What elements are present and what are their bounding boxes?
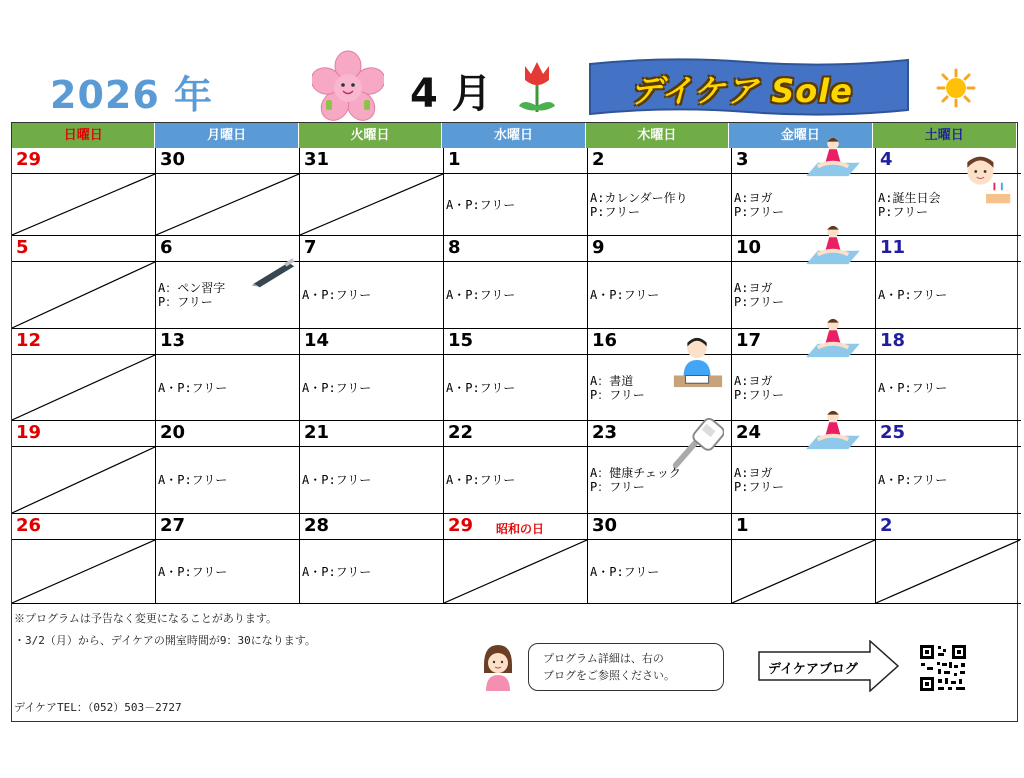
pen-icon bbox=[250, 258, 298, 288]
program-text: A・P:フリー bbox=[302, 564, 372, 579]
program-pm-text: P:フリー bbox=[590, 204, 640, 219]
program-text: A・P:フリー bbox=[878, 473, 948, 487]
day-cell bbox=[444, 236, 588, 329]
day-number: 11 bbox=[880, 237, 906, 258]
day-number: 25 bbox=[880, 422, 906, 443]
day-number: 2 bbox=[592, 149, 605, 170]
day-number: 22 bbox=[448, 422, 474, 443]
day-cell bbox=[876, 329, 1021, 421]
weekday-header: 水曜日 bbox=[442, 123, 585, 148]
no-session-slash bbox=[12, 447, 155, 513]
program-text: A・P:フリー bbox=[446, 380, 516, 395]
no-session-slash bbox=[876, 540, 1020, 603]
no-session-slash bbox=[12, 262, 155, 328]
yoga-icon bbox=[804, 315, 862, 359]
day-cell bbox=[732, 514, 876, 604]
yoga-icon bbox=[804, 222, 862, 266]
weekday-header: 土曜日 bbox=[873, 123, 1017, 148]
day-cell bbox=[12, 148, 156, 236]
day-number: 31 bbox=[304, 149, 330, 170]
day-cell bbox=[300, 329, 444, 421]
year-label: 2026 年 bbox=[50, 73, 213, 117]
day-number: 24 bbox=[736, 422, 762, 443]
program-pm-text: P:フリー bbox=[734, 295, 784, 309]
day-number: 12 bbox=[16, 330, 42, 351]
program-am-text: A:誕生日会 bbox=[878, 190, 941, 205]
day-cell bbox=[732, 421, 876, 514]
day-cell bbox=[156, 329, 300, 421]
no-session-slash bbox=[156, 174, 299, 235]
program-pm-text: P：フリー bbox=[590, 480, 645, 494]
program-text: A・P:フリー bbox=[878, 288, 948, 302]
no-session-slash bbox=[732, 540, 875, 603]
day-number: 21 bbox=[304, 422, 330, 443]
notice-text: ※プログラムは予告なく変更になることがあります。 bbox=[14, 612, 278, 625]
birthday-icon bbox=[958, 150, 1014, 208]
day-number: 5 bbox=[16, 237, 29, 258]
day-number: 2 bbox=[880, 515, 893, 536]
day-cell bbox=[156, 421, 300, 514]
day-number: 7 bbox=[304, 237, 317, 258]
day-cell bbox=[876, 514, 1021, 604]
thermometer-icon bbox=[670, 417, 724, 471]
weekday-header: 木曜日 bbox=[586, 123, 729, 148]
day-number: 6 bbox=[160, 237, 173, 258]
program-text: A・P:フリー bbox=[590, 288, 660, 302]
day-number: 9 bbox=[592, 237, 605, 258]
program-text: A・P:フリー bbox=[878, 380, 948, 395]
hours-change-text: ・3/2（月）から、デイケアの開室時間が9：30になります。 bbox=[14, 634, 316, 647]
calligraphy-icon bbox=[670, 333, 726, 389]
no-session-slash bbox=[12, 174, 155, 235]
program-am-text: A:ヨガ bbox=[734, 466, 773, 480]
day-cell bbox=[588, 421, 732, 514]
day-cell bbox=[156, 148, 300, 236]
month-label: 4 月 bbox=[410, 71, 492, 117]
day-cell bbox=[12, 329, 156, 421]
day-number: 14 bbox=[304, 330, 330, 351]
day-number: 19 bbox=[16, 422, 42, 443]
program-pm-text: P:フリー bbox=[734, 387, 784, 402]
day-number: 16 bbox=[592, 330, 618, 351]
yoga-icon bbox=[804, 407, 862, 451]
blog-info-bubble bbox=[528, 643, 724, 691]
day-cell bbox=[12, 421, 156, 514]
day-number: 30 bbox=[592, 515, 618, 536]
bubble-line-1: プログラム詳細は、右の bbox=[543, 652, 664, 665]
day-number: 26 bbox=[16, 515, 42, 536]
day-number: 29 bbox=[448, 515, 474, 536]
yoga-icon bbox=[804, 134, 862, 178]
program-am-text: A:カレンダー作り bbox=[590, 190, 688, 205]
sun-icon bbox=[936, 68, 976, 108]
program-pm-text: P:フリー bbox=[734, 204, 784, 219]
program-pm-text: P:フリー bbox=[878, 204, 928, 219]
day-cell bbox=[444, 329, 588, 421]
day-number: 1 bbox=[736, 515, 749, 536]
program-text: A・P:フリー bbox=[158, 473, 228, 487]
program-text: A・P:フリー bbox=[590, 564, 660, 579]
day-cell bbox=[12, 514, 156, 604]
no-session-slash bbox=[12, 355, 155, 420]
day-cell bbox=[588, 329, 732, 421]
day-cell bbox=[300, 514, 444, 604]
day-cell bbox=[588, 148, 732, 236]
day-cell bbox=[300, 421, 444, 514]
day-number: 1 bbox=[448, 149, 461, 170]
day-cell bbox=[444, 148, 588, 236]
day-cell bbox=[444, 421, 588, 514]
program-am-text: A：書道 bbox=[590, 373, 634, 388]
title-banner-text: デイケア Sole bbox=[630, 72, 853, 110]
day-number: 18 bbox=[880, 330, 906, 351]
weekday-header-row bbox=[12, 123, 1017, 148]
phone-number-text: デイケアTEL：（052）503－2727 bbox=[14, 701, 182, 714]
day-number: 29 bbox=[16, 149, 42, 170]
day-number: 30 bbox=[160, 149, 186, 170]
day-number: 4 bbox=[880, 149, 893, 170]
program-pm-text: P：フリー bbox=[158, 295, 213, 309]
program-am-text: A：ペン習字 bbox=[158, 281, 226, 295]
day-cell bbox=[300, 236, 444, 329]
day-cell bbox=[156, 514, 300, 604]
program-text: A・P:フリー bbox=[158, 380, 228, 395]
weekday-header: 金曜日 bbox=[729, 123, 872, 148]
weekday-header: 月曜日 bbox=[155, 123, 298, 148]
program-text: A・P:フリー bbox=[446, 473, 516, 487]
program-text: A・P:フリー bbox=[302, 288, 372, 302]
bubble-line-2: ブログをご参照ください。 bbox=[543, 669, 675, 682]
program-text: A・P:フリー bbox=[446, 288, 516, 302]
day-cell bbox=[876, 421, 1021, 514]
day-cell bbox=[876, 148, 1021, 236]
day-cell bbox=[588, 236, 732, 329]
qr-code-icon[interactable] bbox=[918, 643, 968, 693]
day-number: 23 bbox=[592, 422, 618, 443]
day-number: 28 bbox=[304, 515, 330, 536]
day-cell bbox=[300, 148, 444, 236]
day-cell bbox=[588, 514, 732, 604]
program-text: A・P:フリー bbox=[158, 564, 228, 579]
day-number: 20 bbox=[160, 422, 186, 443]
day-cell bbox=[156, 236, 300, 329]
day-number: 3 bbox=[736, 149, 749, 170]
program-text: A・P:フリー bbox=[446, 197, 516, 212]
tulip-icon bbox=[515, 58, 559, 116]
program-am-text: A:ヨガ bbox=[734, 190, 773, 205]
blog-link[interactable]: デイケアブログ bbox=[768, 662, 858, 677]
nurse-girl-icon bbox=[480, 643, 516, 691]
day-number: 27 bbox=[160, 515, 186, 536]
program-text: A・P:フリー bbox=[302, 473, 372, 487]
day-number: 15 bbox=[448, 330, 474, 351]
program-text: A・P:フリー bbox=[302, 380, 372, 395]
weekday-header: 日曜日 bbox=[12, 123, 155, 148]
day-cell bbox=[444, 514, 588, 604]
program-am-text: A:ヨガ bbox=[734, 373, 773, 388]
day-number: 13 bbox=[160, 330, 186, 351]
no-session-slash bbox=[12, 540, 155, 603]
program-am-text: A：健康チェック bbox=[590, 466, 681, 480]
no-session-slash bbox=[444, 540, 587, 603]
cherry-blossom-icon bbox=[312, 50, 384, 122]
holiday-label: 昭和の日 bbox=[496, 522, 545, 536]
day-number: 8 bbox=[448, 237, 461, 258]
program-pm-text: P：フリー bbox=[590, 387, 645, 402]
day-cell bbox=[876, 236, 1021, 329]
day-cell bbox=[12, 236, 156, 329]
no-session-slash bbox=[300, 174, 443, 235]
program-am-text: A:ヨガ bbox=[734, 281, 773, 295]
day-number: 10 bbox=[736, 237, 762, 258]
program-pm-text: P:フリー bbox=[734, 480, 784, 494]
day-number: 17 bbox=[736, 330, 762, 351]
weekday-header: 火曜日 bbox=[299, 123, 442, 148]
